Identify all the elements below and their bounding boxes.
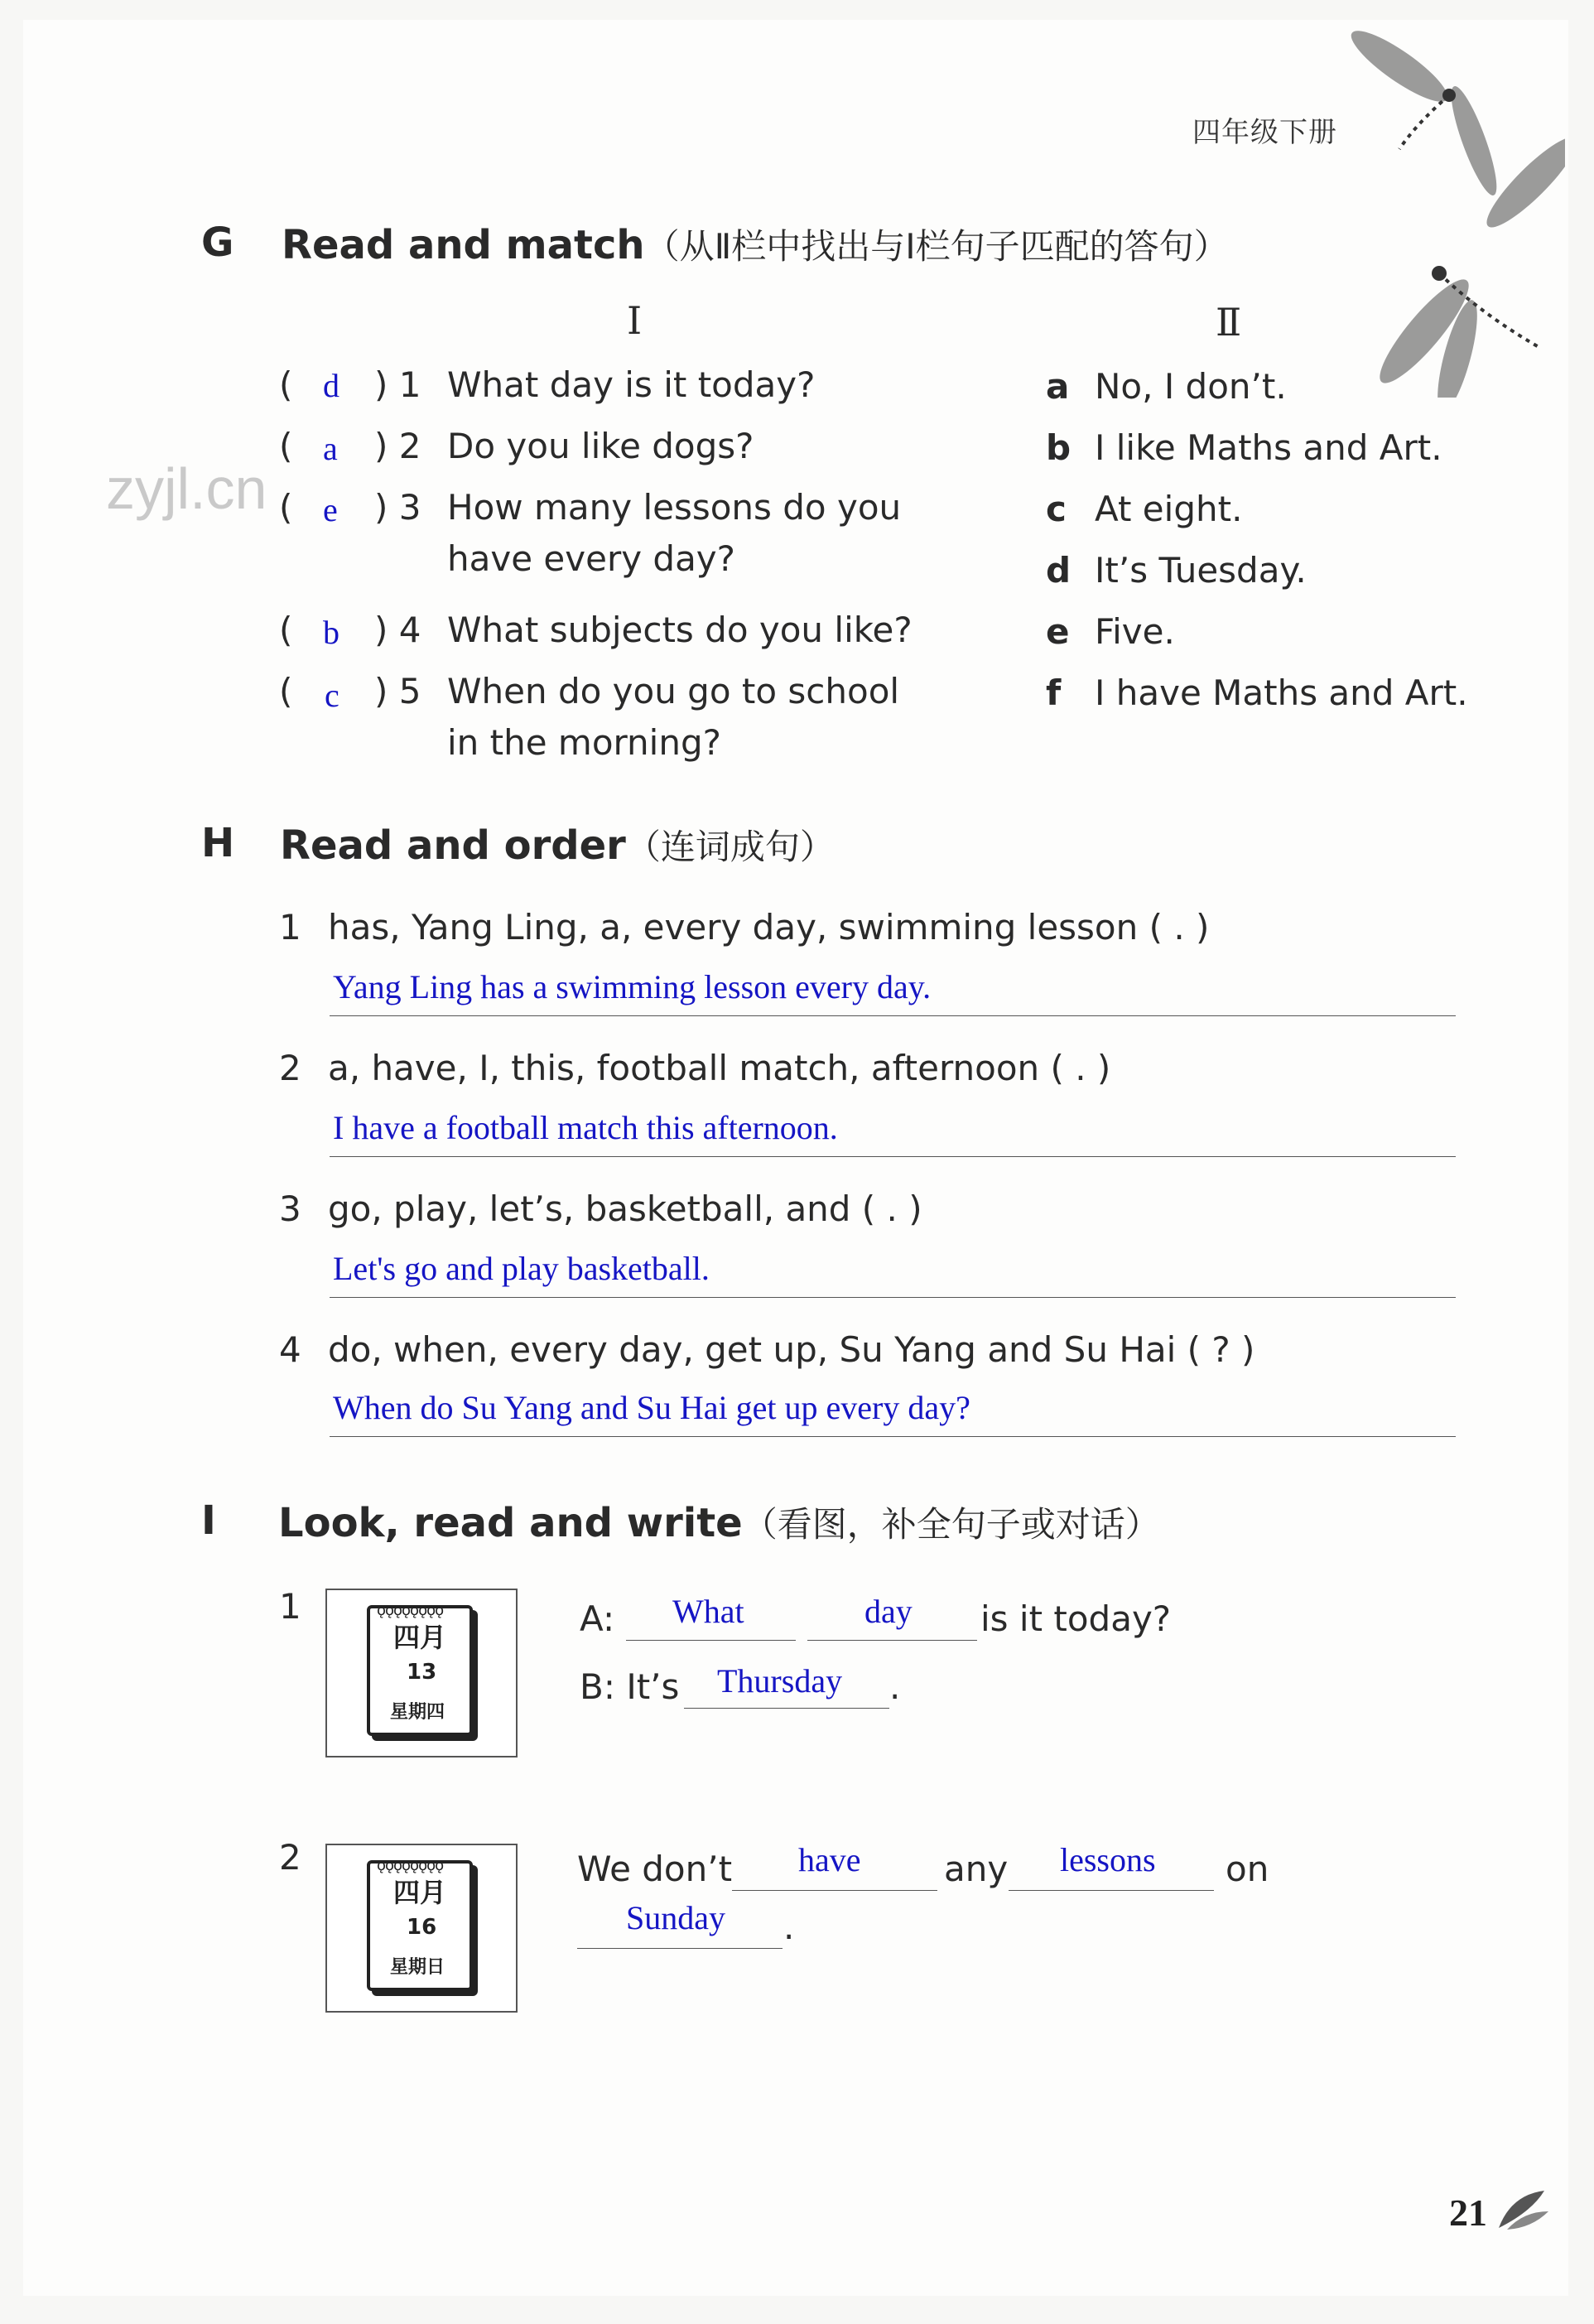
order-1-answer[interactable]: Yang Ling has a swimming lesson every day.	[333, 968, 932, 1005]
question-5-number: ) 5	[374, 671, 421, 711]
question-5-text-cont: in the morning?	[447, 722, 721, 763]
option-text-c: At eight.	[1095, 489, 1243, 529]
question-3-text: How many lessons do you	[447, 487, 902, 528]
section-h-heading	[280, 820, 835, 870]
order-3-number: 3	[279, 1189, 301, 1229]
question-3-text-cont: have every day?	[447, 538, 735, 579]
order-4-number: 4	[279, 1329, 301, 1370]
question-number: 4	[398, 610, 421, 650]
option-letter-b: b	[1046, 427, 1071, 468]
blank-what[interactable]: What	[672, 1593, 744, 1630]
order-3-words: go, play, let’s, basketball, and ( . )	[328, 1189, 922, 1229]
paren-open: (	[279, 487, 293, 528]
option-text-b: I like Maths and Art.	[1095, 427, 1442, 468]
question-4-number: ) 4	[374, 610, 421, 650]
write-1-number: 1	[279, 1586, 301, 1627]
option-letter-a: a	[1046, 366, 1070, 407]
option-text-f: I have Maths and Art.	[1095, 673, 1468, 713]
option-letter-e: e	[1046, 611, 1070, 652]
match-answer-5[interactable]: c	[325, 677, 340, 714]
blank-line	[1009, 1890, 1214, 1891]
option-letter-d: d	[1046, 550, 1071, 591]
question-1-text: What day is it today?	[447, 364, 816, 405]
section-g-title: Read and match	[282, 222, 645, 268]
section-h-note: （连词成句）	[625, 827, 835, 867]
option-letter-c: c	[1046, 489, 1067, 529]
option-text-e: Five.	[1095, 611, 1175, 652]
calendar-day: 16	[407, 1915, 437, 1940]
answer-line	[330, 1297, 1456, 1298]
calendar-icon	[367, 1857, 473, 1991]
sentence-period: .	[783, 1907, 795, 1947]
answer-line	[330, 1156, 1456, 1157]
section-i-heading	[278, 1497, 1160, 1547]
question-3-number: ) 3	[374, 487, 421, 528]
sentence-part-1: We don’t	[577, 1849, 733, 1889]
order-2-words: a, have, I, this, football match, afternoon ( . )	[328, 1048, 1111, 1088]
option-letter-f: f	[1046, 673, 1062, 713]
watermark: zyjl.cn	[106, 456, 267, 521]
calendar-weekday: 星期日	[390, 1957, 445, 1978]
sentence-part-2: any	[944, 1849, 1009, 1889]
blank-day[interactable]: day	[864, 1593, 913, 1630]
workbook-page	[23, 20, 1568, 2296]
column-2-header: Ⅱ	[1216, 300, 1242, 345]
dialog-b-label: B: It’s	[580, 1666, 680, 1707]
order-3-answer[interactable]: Let's go and play basketball.	[333, 1250, 710, 1287]
section-i-note: （看图，补全句子或对话）	[742, 1504, 1160, 1545]
option-text-d: It’s Tuesday.	[1095, 550, 1307, 591]
order-2-number: 2	[279, 1048, 301, 1088]
order-1-number: 1	[279, 907, 301, 947]
calendar-day: 13	[407, 1660, 437, 1685]
column-1-header: Ⅰ	[627, 298, 643, 343]
question-2-number: ) 2	[374, 426, 421, 466]
calendar-month: 四月	[393, 1622, 447, 1653]
calendar-weekday: 星期四	[390, 1702, 445, 1723]
section-h-title: Read and order	[280, 822, 626, 869]
dragonfly-decoration-icon	[1350, 17, 1565, 398]
blank-lessons[interactable]: lessons	[1060, 1841, 1156, 1878]
section-h-letter: H	[201, 820, 235, 866]
write-2-number: 2	[279, 1837, 301, 1878]
blank-line	[684, 1708, 889, 1709]
paren-open: (	[279, 610, 293, 650]
paren-open: (	[279, 364, 293, 405]
question-1-number: ) 1	[374, 364, 421, 405]
sentence-part-3: on	[1226, 1849, 1269, 1889]
question-4-text: What subjects do you like?	[447, 610, 913, 650]
question-number: 3	[398, 487, 421, 528]
section-i-title: Look, read and write	[278, 1500, 743, 1546]
dialog-a-label: A:	[580, 1598, 615, 1639]
match-answer-1[interactable]: d	[323, 367, 340, 404]
blank-thursday[interactable]: Thursday	[717, 1662, 843, 1700]
match-answer-2[interactable]: a	[323, 430, 338, 467]
order-4-words: do, when, every day, get up, Su Yang and Su Hai ( ? )	[328, 1329, 1255, 1370]
question-2-text: Do you like dogs?	[447, 426, 754, 466]
calendar-frame	[325, 1589, 518, 1757]
question-number: 1	[398, 364, 421, 405]
dialog-b-period: .	[889, 1666, 901, 1707]
dialog-a-rest: is it today?	[980, 1598, 1172, 1639]
blank-line	[626, 1640, 796, 1641]
answer-line	[330, 1015, 1456, 1016]
question-number: 2	[398, 426, 421, 466]
blank-have[interactable]: have	[798, 1841, 861, 1878]
grade-label: 四年级下册	[1192, 116, 1337, 149]
calendar-rings: ǫǫǫǫǫǫǫǫ	[377, 1602, 444, 1619]
answer-line	[330, 1436, 1456, 1437]
section-i-letter: I	[201, 1497, 216, 1544]
order-1-words: has, Yang Ling, a, every day, swimming lesson ( . )	[328, 907, 1210, 947]
order-2-answer[interactable]: I have a football match this afternoon.	[333, 1109, 838, 1146]
section-g-heading	[282, 219, 1229, 269]
paren-open: (	[279, 671, 293, 711]
match-answer-3[interactable]: e	[323, 491, 338, 528]
order-4-answer[interactable]: When do Su Yang and Su Hai get up every day?	[333, 1389, 970, 1426]
blank-sunday[interactable]: Sunday	[626, 1899, 725, 1936]
calendar-month: 四月	[393, 1877, 447, 1908]
match-answer-4[interactable]: b	[323, 614, 340, 651]
paren-open: (	[279, 426, 293, 466]
leaf-icon	[1495, 2187, 1553, 2236]
blank-line	[807, 1640, 977, 1641]
question-number: 5	[398, 671, 421, 711]
option-text-a: No, I don’t.	[1095, 366, 1287, 407]
page-number: 21	[1449, 2191, 1487, 2234]
question-5-text: When do you go to school	[447, 671, 900, 711]
section-g-note: （从Ⅱ栏中找出与Ⅰ栏句子匹配的答句）	[644, 226, 1229, 267]
calendar-frame	[325, 1844, 518, 2013]
section-g-letter: G	[201, 219, 234, 266]
calendar-icon	[367, 1602, 473, 1736]
blank-line	[732, 1890, 937, 1891]
blank-line	[577, 1948, 783, 1949]
calendar-rings: ǫǫǫǫǫǫǫǫ	[377, 1857, 444, 1874]
